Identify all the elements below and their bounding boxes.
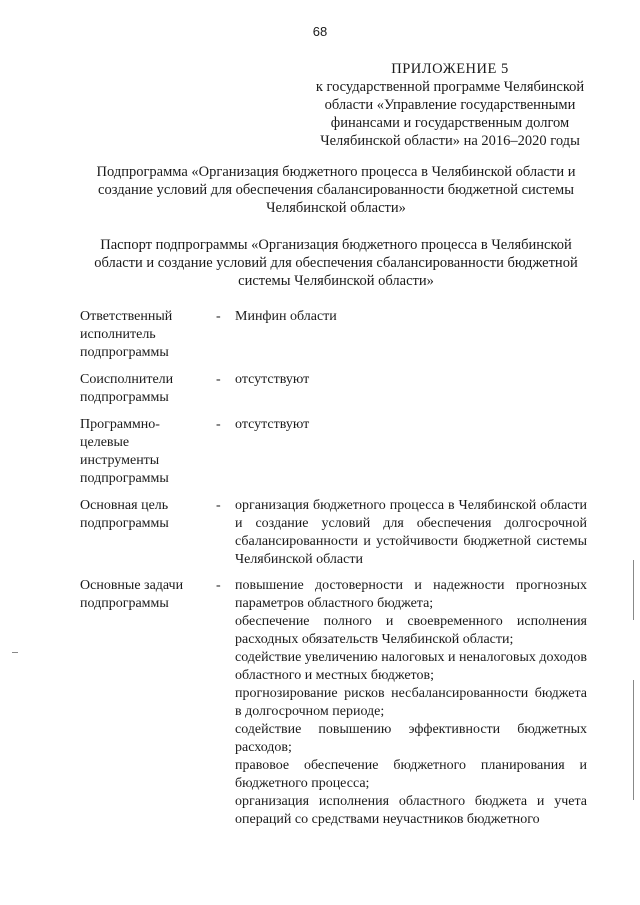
label-line: Соисполнители	[80, 372, 174, 387]
label-line: Основная цель	[80, 498, 169, 513]
subprogram-heading-line: Подпрограмма «Организация бюджетного процесса в Челябинской области и	[96, 164, 576, 180]
task-item: обеспечение полного и своевременного исполнения расходных обязательств Челябинской области;	[235, 614, 587, 647]
row-value-coexecutors: отсутствуют	[235, 372, 310, 387]
appendix-line: Челябинской области» на 2016–2020 годы	[320, 133, 580, 149]
row-dash: -	[216, 417, 221, 432]
label-line: подпрограммы	[80, 471, 169, 486]
task-item: прогнозирование рисков несбалансированности бюджета в долгосрочном периоде;	[235, 686, 587, 719]
label-line: Основные задачи	[80, 578, 184, 593]
task-item: правовое обеспечение бюджетного планирования и бюджетного процесса;	[235, 758, 587, 791]
task-item: повышение достоверности и надежности прогнозных параметров областного бюджета;	[235, 578, 587, 611]
passport-heading	[72, 236, 600, 290]
scan-margin-mark	[633, 680, 634, 800]
row-value-instruments: отсутствуют	[235, 417, 310, 432]
row-dash: -	[216, 578, 221, 593]
row-dash: -	[216, 372, 221, 387]
row-value-main-tasks	[235, 577, 587, 829]
row-label-instruments	[80, 416, 205, 488]
subprogram-heading	[72, 163, 600, 217]
passport-heading-line: области и создание условий для обеспечения сбалансированности бюджетной	[94, 255, 578, 271]
appendix-line: финансами и государственным долгом	[330, 115, 570, 131]
label-line: инструменты	[80, 453, 160, 468]
row-label-coexecutors	[80, 371, 205, 407]
row-label-responsible	[80, 308, 205, 362]
row-dash: -	[216, 498, 221, 513]
row-label-main-tasks	[80, 577, 205, 613]
label-line: подпрограммы	[80, 345, 169, 360]
label-line: Ответственный	[80, 309, 173, 324]
passport-heading-line: системы Челябинской области»	[238, 273, 434, 289]
scan-margin-mark	[633, 560, 634, 620]
task-item: организация исполнения областного бюджета и учета операций со средствами неучастников бюджетного	[235, 794, 587, 827]
label-line: подпрограммы	[80, 390, 169, 405]
label-line: Программно-	[80, 417, 160, 432]
appendix-line: области «Управление государственными	[324, 97, 576, 113]
subprogram-heading-line: создание условий для обеспечения сбалансированности бюджетной системы	[98, 182, 574, 198]
row-value-main-goal: организация бюджетного процесса в Челябинской области и создание условий для обеспечения долгосрочной сбалансированности и устойчивости бюджетной системы Челябинской области	[235, 498, 587, 567]
appendix-block	[300, 60, 600, 150]
task-item: содействие повышению эффективности бюджетных расходов;	[235, 722, 587, 755]
subprogram-heading-line: Челябинской области»	[266, 200, 406, 216]
appendix-line: к государственной программе Челябинской	[315, 79, 585, 95]
task-item: содействие увеличению налоговых и неналоговых доходов областного и местных бюджетов;	[235, 650, 587, 683]
label-line: исполнитель	[80, 327, 156, 342]
row-label-main-goal	[80, 497, 205, 533]
label-line: подпрограммы	[80, 596, 169, 611]
passport-heading-line: Паспорт подпрограммы «Организация бюджетного процесса в Челябинской	[100, 237, 572, 253]
row-value-responsible: Минфин области	[235, 309, 337, 324]
label-line: подпрограммы	[80, 516, 169, 531]
row-dash: -	[216, 309, 221, 324]
appendix-title: ПРИЛОЖЕНИЕ 5	[391, 61, 509, 77]
scan-left-mark	[12, 652, 18, 653]
label-line: целевые	[80, 435, 130, 450]
page-number: 68	[312, 24, 328, 39]
